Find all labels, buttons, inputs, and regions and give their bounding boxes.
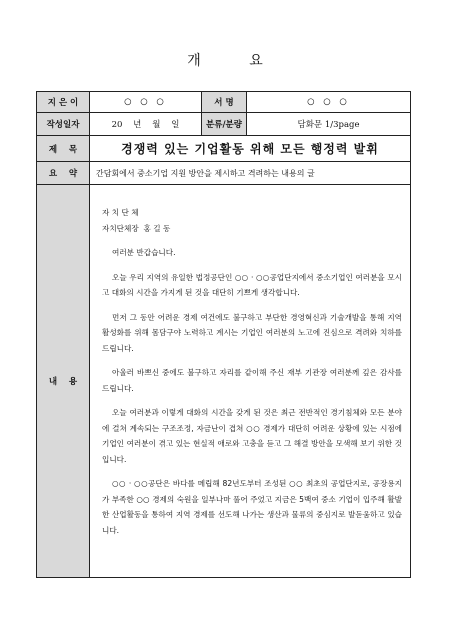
summary-value: 간담회에서 중소기업 지원 방안을 제시하고 격려하는 내용의 글 — [90, 162, 411, 185]
author-label: 지 은 이 — [37, 92, 90, 113]
content-paragraph: 오늘 여러분과 이렇게 대화의 시간을 갖게 된 것은 최근 전반적인 경기침체와 모든 분야에 걸쳐 계속되는 구조조정, 자금난이 겹쳐 ○○ 경제가 대단히 어려운 상황에 있는 시점에 기업인 여러분이 겪고 있는 현실적 애로와 고충을 듣고 그 해결 방안을 모색해 보기 위한 것입니다. — [102, 408, 402, 464]
subject-value: 경쟁력 있는 기업활동 위해 모든 행정력 발휘 — [90, 136, 411, 162]
sign-label: 서 명 — [202, 92, 247, 113]
content-signer-line: 자치단체장 홍 길 동 — [102, 223, 171, 233]
category-value: 담화문 1/3page — [247, 113, 411, 136]
date-value: 20 년 월 일 — [90, 113, 202, 136]
content-paragraph: 아울러 바쁘신 중에도 불구하고 자리를 같이해 주신 재부 기관장 여러분께 깊은 감사를 드립니다. — [102, 368, 402, 393]
subject-label: 제 목 — [37, 136, 90, 162]
content-label: 내 용 — [37, 185, 90, 578]
content-paragraph: 먼저 그 동안 어려운 경제 여건에도 불구하고 부단한 경영혁신과 기술개발을 통해 지역 활성화를 위해 몸담구야 노력하고 계시는 기업인 여러분의 노고에 진심으로 격려와 치하를 드립니다. — [102, 312, 402, 353]
document-title: 개 요 — [187, 53, 285, 69]
content-body — [90, 185, 411, 578]
category-label: 분류/분량 — [202, 113, 247, 136]
content-paragraph: 여러분 반갑습니다. — [112, 248, 176, 257]
summary-form — [36, 91, 411, 578]
content-paragraph: 오늘 우리 지역의 유일한 법정공단인 ○○ · ○○공업단지에서 중소기업인 여러분을 모시고 대화의 시간을 가지게 된 것을 대단히 기쁘게 생각합니다. — [102, 272, 402, 297]
date-label: 작성일자 — [37, 113, 90, 136]
sign-value: ○ ○ ○ — [247, 92, 411, 113]
author-value: ○ ○ ○ — [90, 92, 202, 113]
content-org-line: 자 치 단 체 — [102, 208, 139, 217]
summary-label: 요 약 — [37, 162, 90, 185]
content-paragraph: ○○ · ○○공단은 바다를 메립해 82년도부터 조성된 ○○ 최초의 공업단지로, 공장용지가 부족한 ○○ 경제의 숙원을 일부나마 풀어 주었고 지금은 5백여 중소 기업이 입주해 활발한 산업활동을 통하여 지역 경제를 선도해 나가는 생산과 물류의 중심지로 발돋움하고 있습니다. — [102, 479, 402, 535]
